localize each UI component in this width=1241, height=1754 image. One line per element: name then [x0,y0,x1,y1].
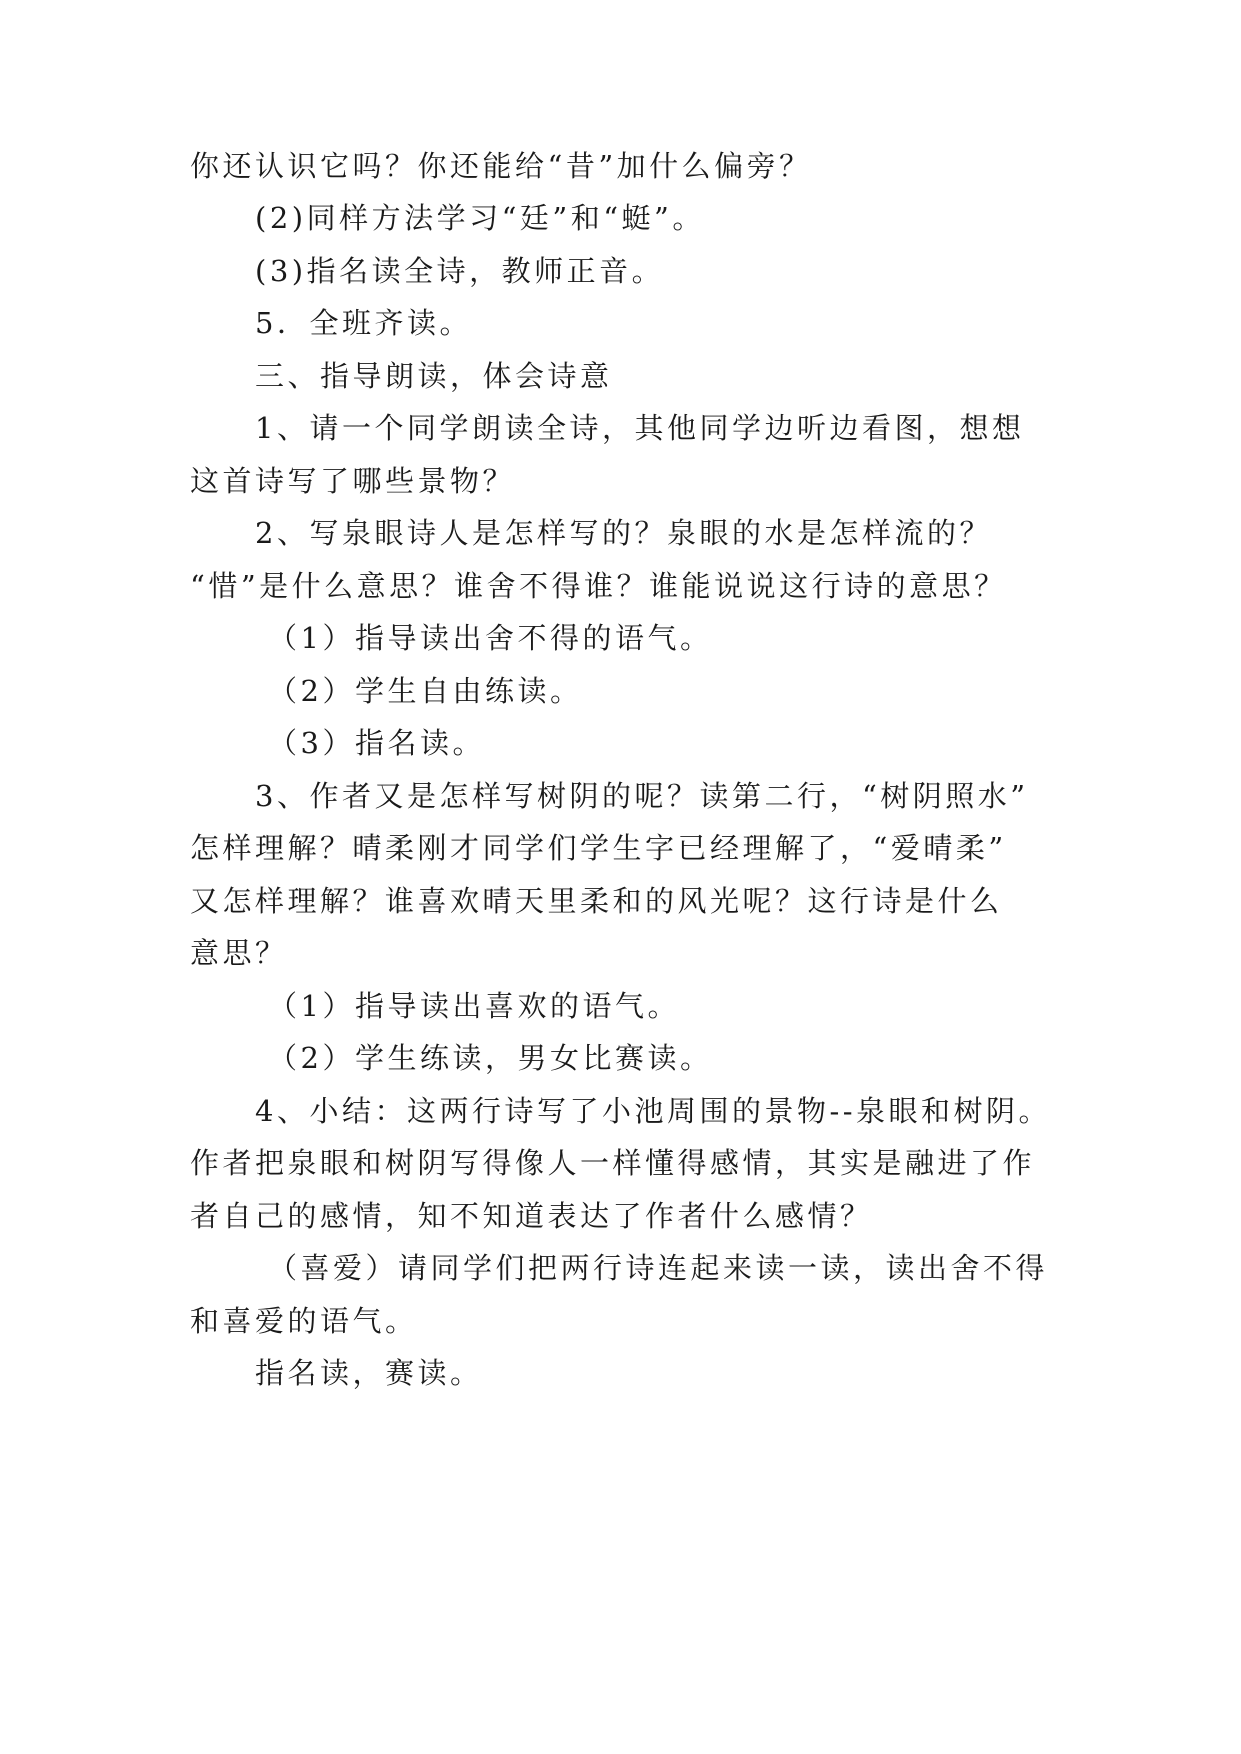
text-line-21: 者自己的感情，知不知道表达了作者什么感情？ [190,1199,873,1233]
text-line-20: 作者把泉眼和树阴写得像人一样懂得感情，其实是融进了作 [190,1146,1036,1180]
text-line-2: (2)同样方法学习“廷”和“蜓”。 [255,201,705,235]
text-line-15: 又怎样理解？谁喜欢晴天里柔和的风光呢？这行诗是什么 [190,884,1003,918]
text-line-14: 怎样理解？晴柔刚才同学们学生字已经理解了，“爱晴柔” [190,831,1007,865]
text-line-19: 4、小结：这两行诗写了小池周围的景物--泉眼和树阴。 [255,1094,1052,1128]
text-line-9: “惜”是什么意思？谁舍不得谁？谁能说说这行诗的意思？ [190,569,1007,603]
text-line-22: （喜爱）请同学们把两行诗连起来读一读，读出舍不得 [268,1251,1049,1285]
text-line-12: （3）指名读。 [268,726,485,760]
text-line-8: 2、写泉眼诗人是怎样写的？泉眼的水是怎样流的？ [255,516,992,550]
text-line-3: (3)指名读全诗，教师正音。 [255,254,665,288]
text-line-17: （1）指导读出喜欢的语气。 [268,989,680,1023]
section-heading: 三、指导朗读，体会诗意 [255,359,613,393]
text-line-16: 意思？ [190,936,288,970]
text-line-24: 指名读，赛读。 [255,1356,483,1390]
text-line-7: 这首诗写了哪些景物？ [190,464,516,498]
text-line-13: 3、作者又是怎样写树阴的呢？读第二行，“树阴照水” [255,779,1029,813]
text-line-1: 你还认识它吗？你还能给“昔”加什么偏旁？ [190,149,812,183]
text-line-4: 5．全班齐读。 [255,306,472,340]
text-line-18: （2）学生练读，男女比赛读。 [268,1041,713,1075]
text-line-11: （2）学生自由练读。 [268,674,583,708]
text-line-6: 1、请一个同学朗读全诗，其他同学边听边看图，想想 [255,411,1025,445]
text-line-10: （1）指导读出舍不得的语气。 [268,621,713,655]
text-line-23: 和喜爱的语气。 [190,1304,418,1338]
